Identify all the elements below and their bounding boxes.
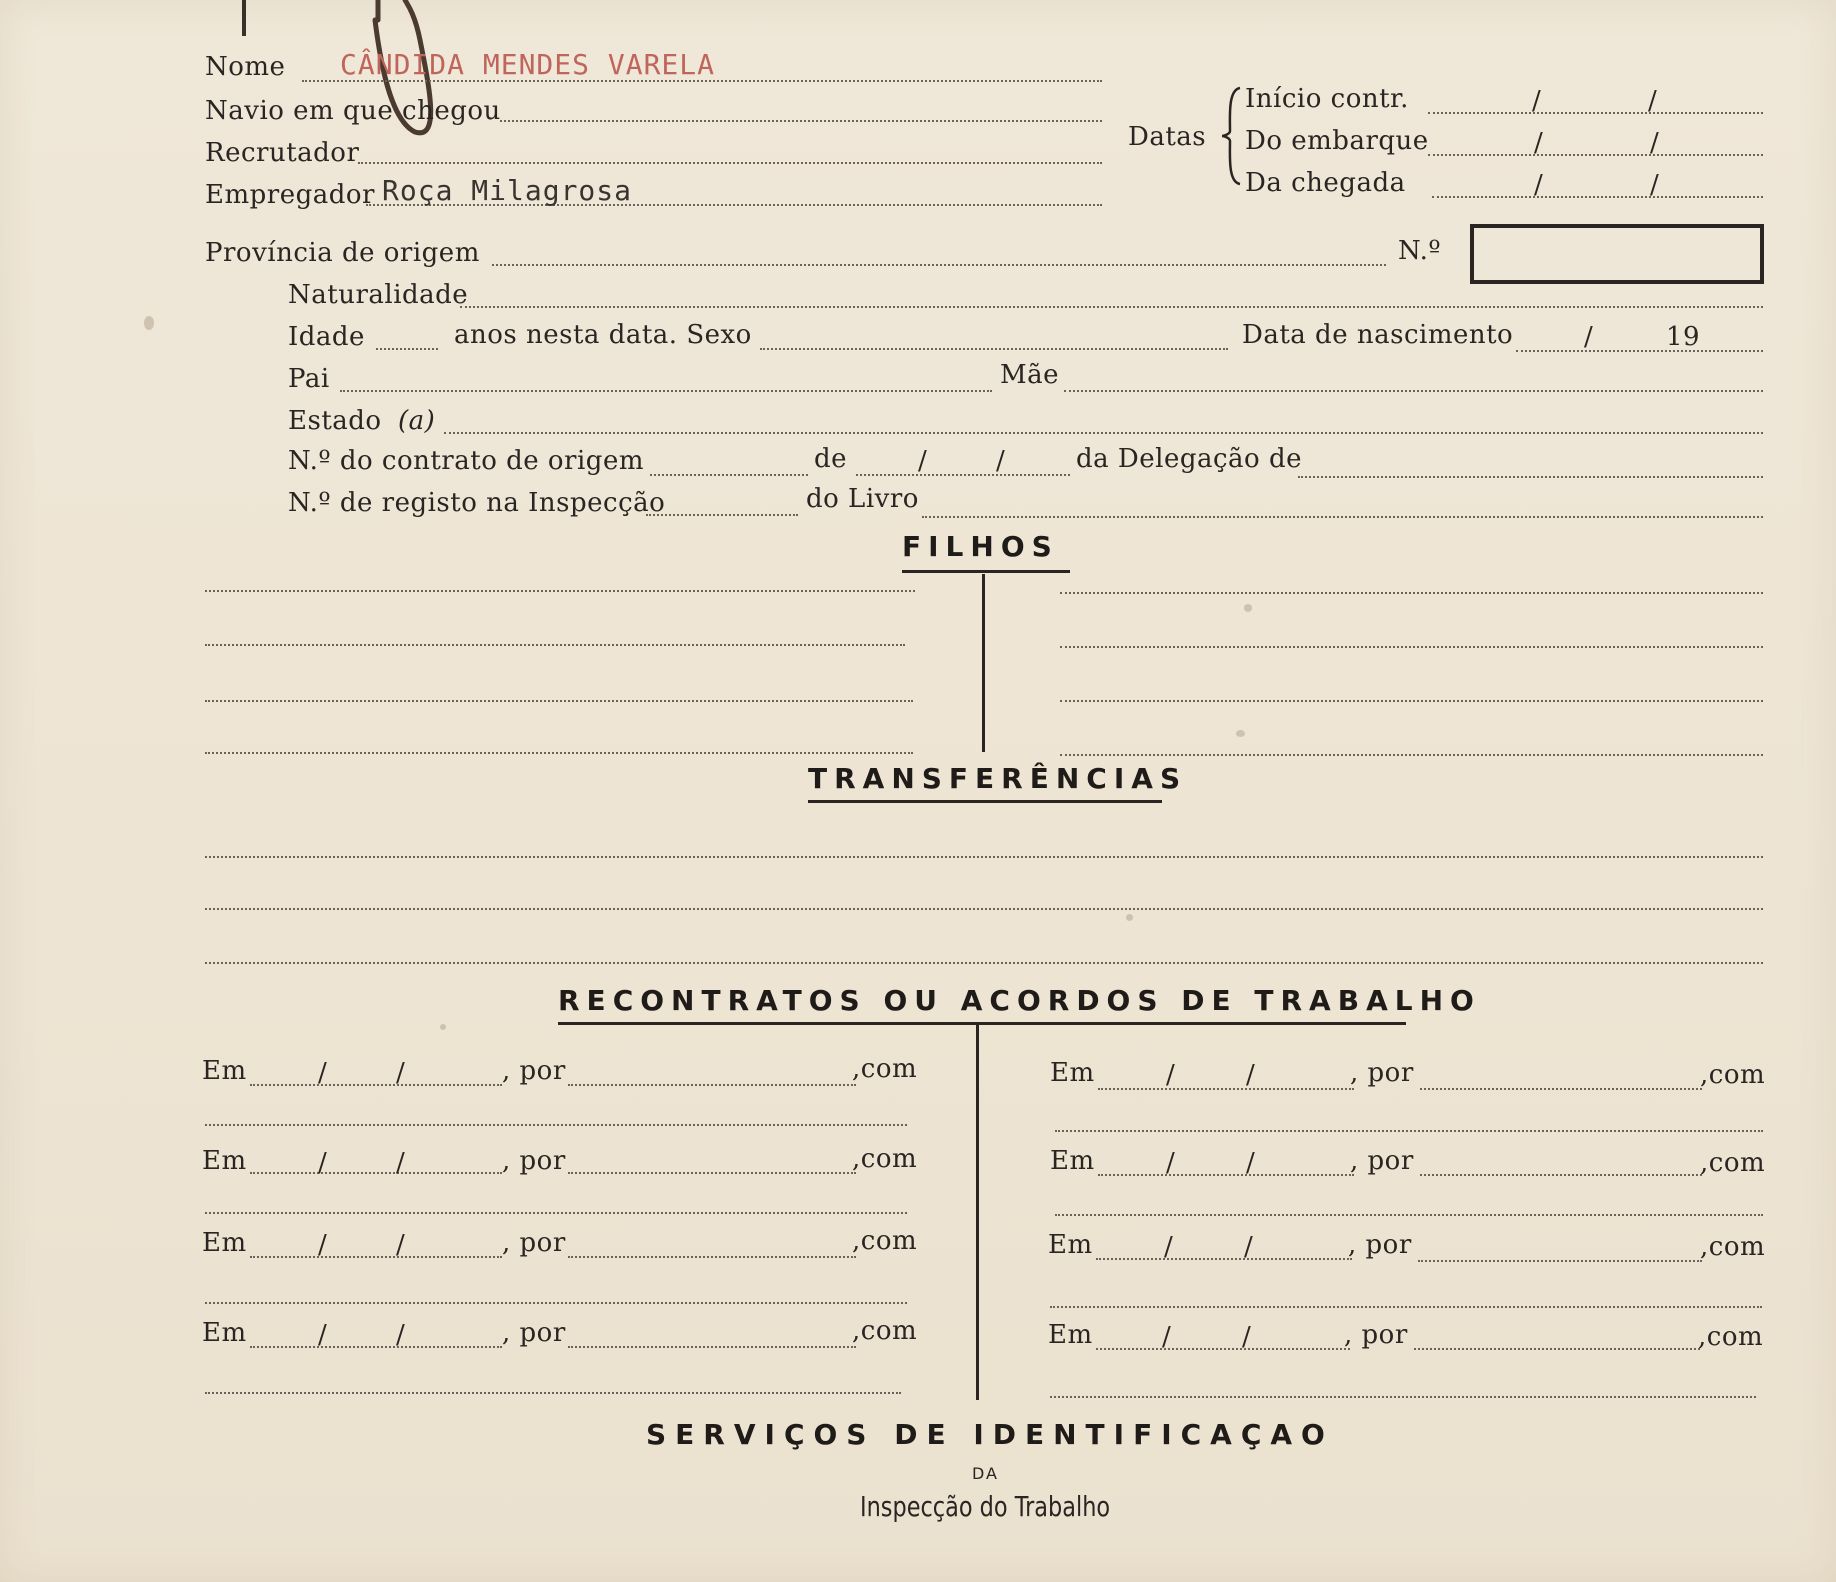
- com-line: [1050, 1306, 1762, 1308]
- por-label: , por: [502, 1146, 566, 1176]
- paper-stain: [1244, 604, 1252, 612]
- chegada-sep-2: /: [1650, 170, 1660, 200]
- mae-line: [1064, 390, 1763, 392]
- embarque-sep-2: /: [1650, 128, 1660, 158]
- por-line: [1414, 1348, 1700, 1350]
- por-line: [568, 1172, 856, 1174]
- com-label: ,com: [1700, 1232, 1766, 1262]
- em-label: Em: [1050, 1058, 1095, 1088]
- nascimento-line: [1516, 350, 1763, 352]
- com-line: [1055, 1214, 1763, 1216]
- binder-hole-mark: [242, 0, 246, 36]
- por-label: , por: [502, 1228, 566, 1258]
- inicio-line: [1428, 112, 1763, 114]
- footer-da: DA: [972, 1464, 999, 1483]
- date-line: [250, 1346, 502, 1348]
- paper-stain: [1236, 730, 1245, 737]
- estado-label: Estado: [288, 406, 382, 436]
- anos-sexo-label: anos nesta data. Sexo: [454, 320, 752, 350]
- com-label: ,com: [852, 1054, 918, 1084]
- date-sep: /: [396, 1320, 406, 1350]
- footer-subtitle: Inspecção do Trabalho: [860, 1490, 1111, 1523]
- date-sep: /: [318, 1058, 328, 1088]
- contrato-sep-2: /: [996, 446, 1006, 476]
- datas-label: Datas: [1128, 122, 1207, 152]
- filhos-left-line-4: [205, 752, 913, 754]
- navio-line: [500, 120, 1102, 122]
- em-label: Em: [1048, 1320, 1093, 1350]
- empregador-value[interactable]: Roça Milagrosa: [382, 174, 633, 207]
- com-line: [205, 1302, 907, 1304]
- nome-label: Nome: [205, 52, 286, 82]
- date-sep: /: [1246, 1148, 1256, 1178]
- date-sep: /: [1166, 1060, 1176, 1090]
- footer-title: SERVIÇOS DE IDENTIFICAÇAO: [646, 1418, 1334, 1451]
- mae-label: Mãe: [1000, 360, 1060, 390]
- transferencias-line-2: [205, 908, 1763, 910]
- date-sep: /: [396, 1148, 406, 1178]
- filhos-left-line-1: [205, 590, 915, 592]
- com-line: [205, 1392, 901, 1394]
- naturalidade-line: [460, 306, 1763, 308]
- nascimento-sep: /: [1584, 322, 1594, 352]
- idade-line: [376, 348, 438, 350]
- inicio-sep-2: /: [1648, 86, 1658, 116]
- contrato-sep-1: /: [918, 446, 928, 476]
- por-line: [568, 1084, 856, 1086]
- inicio-sep-1: /: [1532, 86, 1542, 116]
- por-line: [1418, 1260, 1702, 1262]
- transferencias-line-1: [205, 856, 1763, 858]
- date-line: [1098, 1088, 1354, 1090]
- em-label: Em: [202, 1228, 247, 1258]
- filhos-left-line-2: [205, 644, 905, 646]
- em-label: Em: [202, 1146, 247, 1176]
- date-sep: /: [1166, 1148, 1176, 1178]
- nome-value[interactable]: CÂNDIDA MENDES VARELA: [340, 48, 716, 81]
- filhos-right-line-2: [1060, 646, 1763, 648]
- estado-note: (a): [398, 406, 436, 436]
- idade-label: Idade: [288, 322, 365, 352]
- por-line: [568, 1256, 856, 1258]
- filhos-divider: [982, 574, 985, 752]
- recontratos-heading: RECONTRATOS OU ACORDOS DE TRABALHO: [558, 984, 1481, 1017]
- naturalidade-label: Naturalidade: [288, 280, 469, 310]
- com-label: ,com: [1700, 1060, 1766, 1090]
- livro-line: [922, 516, 1763, 518]
- embarque-label: Do embarque: [1245, 126, 1429, 156]
- date-line: [1096, 1348, 1350, 1350]
- com-label: ,com: [852, 1226, 918, 1256]
- numero-label: N.º: [1398, 236, 1442, 266]
- empregador-label: Empregador: [205, 180, 375, 210]
- chegada-label: Da chegada: [1245, 168, 1406, 198]
- inicio-label: Início contr.: [1245, 84, 1409, 114]
- em-label: Em: [1050, 1146, 1095, 1176]
- filhos-right-line-1: [1060, 592, 1763, 594]
- com-line: [1050, 1396, 1756, 1398]
- com-line: [205, 1212, 907, 1214]
- pai-line: [340, 390, 992, 392]
- recrutador-line: [358, 162, 1102, 164]
- registo-label: N.º de registo na Inspecção: [288, 488, 666, 518]
- por-label: , por: [1350, 1058, 1414, 1088]
- date-sep: /: [318, 1230, 328, 1260]
- com-line: [205, 1124, 907, 1126]
- em-label: Em: [202, 1056, 247, 1086]
- delegacao-line: [1298, 476, 1763, 478]
- contrato-line: [650, 474, 808, 476]
- delegacao-label: da Delegação de: [1076, 444, 1302, 474]
- sexo-line: [760, 348, 1228, 350]
- recontratos-underline: [558, 1022, 1406, 1025]
- numero-box[interactable]: [1470, 224, 1764, 284]
- paper-stain: [144, 316, 154, 330]
- date-line: [250, 1084, 502, 1086]
- pai-label: Pai: [288, 364, 330, 394]
- paper-stain: [440, 1024, 446, 1030]
- estado-line: [444, 432, 1763, 434]
- date-sep: /: [1164, 1232, 1174, 1262]
- por-label: , por: [502, 1318, 566, 1348]
- em-label: Em: [1048, 1230, 1093, 1260]
- com-line: [1055, 1130, 1763, 1132]
- date-line: [1098, 1174, 1354, 1176]
- nascimento-label: Data de nascimento: [1242, 320, 1514, 350]
- por-line: [1420, 1088, 1702, 1090]
- com-label: ,com: [852, 1144, 918, 1174]
- contrato-label: N.º do contrato de origem: [288, 446, 644, 476]
- paper-stain: [1126, 914, 1133, 921]
- recrutador-label: Recrutador: [205, 138, 360, 168]
- chegada-line: [1432, 196, 1763, 198]
- por-label: , por: [502, 1056, 566, 1086]
- chegada-sep-1: /: [1534, 170, 1544, 200]
- date-sep: /: [396, 1058, 406, 1088]
- com-label: ,com: [852, 1316, 918, 1346]
- date-sep: /: [318, 1148, 328, 1178]
- brace-icon: [1218, 86, 1248, 186]
- provincia-label: Província de origem: [205, 238, 480, 268]
- nascimento-year-prefix: 19: [1666, 322, 1701, 352]
- date-sep: /: [1162, 1322, 1172, 1352]
- embarque-sep-1: /: [1534, 128, 1544, 158]
- date-sep: /: [1244, 1232, 1254, 1262]
- recontratos-divider: [976, 1024, 979, 1400]
- date-line: [1096, 1258, 1352, 1260]
- navio-label: Navio em que chegou: [205, 96, 501, 126]
- transferencias-underline: [808, 800, 1162, 803]
- filhos-right-line-3: [1060, 700, 1763, 702]
- com-label: ,com: [1698, 1322, 1764, 1352]
- filhos-left-line-3: [205, 700, 913, 702]
- por-label: , por: [1350, 1146, 1414, 1176]
- provincia-line: [492, 264, 1386, 266]
- contrato-de-label: de: [814, 444, 848, 474]
- registo-line: [646, 514, 798, 516]
- por-label: , por: [1344, 1320, 1408, 1350]
- com-label: ,com: [1700, 1148, 1766, 1178]
- date-line: [250, 1172, 502, 1174]
- filhos-heading: FILHOS: [902, 530, 1059, 563]
- transferencias-heading: TRANSFERÊNCIAS: [808, 762, 1188, 795]
- transferencias-line-3: [205, 962, 1763, 964]
- date-sep: /: [1246, 1060, 1256, 1090]
- filhos-underline: [902, 570, 1070, 573]
- date-sep: /: [396, 1230, 406, 1260]
- date-sep: /: [1242, 1322, 1252, 1352]
- por-line: [1420, 1174, 1702, 1176]
- em-label: Em: [202, 1318, 247, 1348]
- livro-label: do Livro: [806, 484, 919, 514]
- date-line: [250, 1256, 502, 1258]
- por-label: , por: [1348, 1230, 1412, 1260]
- por-line: [568, 1346, 856, 1348]
- embarque-line: [1428, 154, 1763, 156]
- date-sep: /: [318, 1320, 328, 1350]
- contrato-date-line: [856, 474, 1070, 476]
- filhos-right-line-4: [1060, 754, 1763, 756]
